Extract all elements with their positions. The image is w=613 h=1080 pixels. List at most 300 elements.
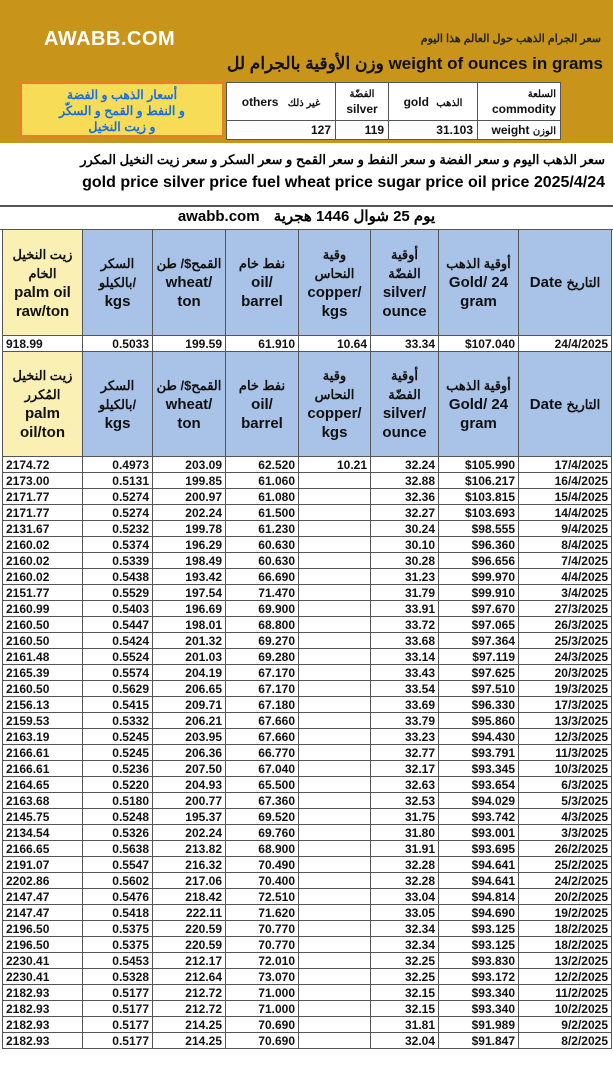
- hijri-date: يوم 25 شوال 1446 هجرية: [273, 208, 436, 225]
- cell-copper: [299, 633, 371, 649]
- table-row: [3, 889, 612, 905]
- cell-date: 8/2/2025: [519, 1033, 612, 1049]
- table-row: [3, 601, 612, 617]
- cell-wheat: 207.50: [153, 761, 226, 777]
- cell-wheat: 196.29: [153, 537, 226, 553]
- cell-wheat: 218.42: [153, 889, 226, 905]
- cell-palm-oil: 2131.67: [3, 521, 83, 537]
- cell-silver: 32.34: [371, 921, 439, 937]
- cell-date: 20/3/2025: [519, 665, 612, 681]
- column-header-arabic: أوقية الذهب: [446, 256, 511, 271]
- cell-gold: $96.330: [439, 697, 519, 713]
- cell-wheat: 201.03: [153, 649, 226, 665]
- column-header-english: palm oil/ton: [20, 405, 65, 441]
- cell-date: 11/2/2025: [519, 985, 612, 1001]
- cell-silver: 33.72: [371, 617, 439, 633]
- cell-wheat: 199.78: [153, 521, 226, 537]
- cell-palm-oil: 2166.65: [3, 841, 83, 857]
- cell-gold: $105.990: [439, 457, 519, 473]
- cell-oil: 72.510: [226, 889, 299, 905]
- cell-wheat: 201.32: [153, 633, 226, 649]
- cell-silver: 32.25: [371, 953, 439, 969]
- weights-table: [226, 82, 561, 140]
- table-row: [3, 729, 612, 745]
- cell-wheat: 200.97: [153, 489, 226, 505]
- cell-sugar: 0.5438: [83, 569, 153, 585]
- cell-wheat: 206.21: [153, 713, 226, 729]
- cell-wheat: 204.19: [153, 665, 226, 681]
- cell-sugar: 0.5547: [83, 857, 153, 873]
- cell-copper: [299, 857, 371, 873]
- table-row: [3, 473, 612, 489]
- cell-sugar: 0.5332: [83, 713, 153, 729]
- badge-line: و النفط و القمح و السكّر: [59, 104, 185, 118]
- cell-gold: $94.690: [439, 905, 519, 921]
- cell-silver: 31.23: [371, 569, 439, 585]
- cell-copper: [299, 969, 371, 985]
- cell-gold: $96.656: [439, 553, 519, 569]
- cell-gold: $103.693: [439, 505, 519, 521]
- cell-date: 9/4/2025: [519, 521, 612, 537]
- column-header-copper: [299, 352, 371, 457]
- cell-copper: [299, 1001, 371, 1017]
- cell-wheat: 214.25: [153, 1017, 226, 1033]
- cell-copper: [299, 937, 371, 953]
- table-row: [3, 1001, 612, 1017]
- cell-gold: $94.430: [439, 729, 519, 745]
- cell-palm-oil: 2182.93: [3, 985, 83, 1001]
- cell-sugar: 0.5274: [83, 489, 153, 505]
- cell-oil: 70.770: [226, 937, 299, 953]
- column-header-arabic: أوقية الذهب: [446, 377, 511, 393]
- cell-date: 13/2/2025: [519, 953, 612, 969]
- cell-palm-oil: 2163.19: [3, 729, 83, 745]
- cell-wheat: 212.17: [153, 953, 226, 969]
- cell-oil: 70.690: [226, 1033, 299, 1049]
- table-row: [3, 665, 612, 681]
- cell-silver: 32.77: [371, 745, 439, 761]
- cell-palm-oil: 2230.41: [3, 953, 83, 969]
- cell-silver: 33.79: [371, 713, 439, 729]
- cell-gold: $94.029: [439, 793, 519, 809]
- cell-wheat: 216.32: [153, 857, 226, 873]
- cell-palm-oil: 2134.54: [3, 825, 83, 841]
- table-row: [3, 969, 612, 985]
- cell-oil: 68.900: [226, 841, 299, 857]
- cell-silver: 31.91: [371, 841, 439, 857]
- cell-palm-oil: 2230.41: [3, 969, 83, 985]
- cell-palm-oil: 2182.93: [3, 1033, 83, 1049]
- table-header-row: [3, 230, 612, 336]
- table-row: [3, 761, 612, 777]
- column-header-arabic: التاريخ: [566, 396, 601, 412]
- cell-copper: [299, 521, 371, 537]
- cell-gold: $93.125: [439, 921, 519, 937]
- cell-sugar: 0.5220: [83, 777, 153, 793]
- cell-date: 9/2/2025: [519, 1017, 612, 1033]
- cell-copper: [299, 761, 371, 777]
- cell-silver: 33.68: [371, 633, 439, 649]
- cell-oil: 67.660: [226, 713, 299, 729]
- cell-wheat: 195.37: [153, 809, 226, 825]
- cell-wheat: 200.77: [153, 793, 226, 809]
- cell-silver: 31.75: [371, 809, 439, 825]
- prices-badge: [20, 82, 224, 137]
- table-row: [3, 745, 612, 761]
- cell-gold: $96.360: [439, 537, 519, 553]
- cell-copper: [299, 489, 371, 505]
- cell-oil: 71.000: [226, 985, 299, 1001]
- column-header-english: Date: [529, 395, 563, 413]
- column-header-english: silver/ ounce: [382, 283, 427, 320]
- cell-sugar: 0.5236: [83, 761, 153, 777]
- cell-gold: $93.001: [439, 825, 519, 841]
- cell-wheat: 209.71: [153, 697, 226, 713]
- cell-palm-oil: 2160.50: [3, 617, 83, 633]
- cell-copper: [299, 729, 371, 745]
- weights-head-commodity: السلعة commodity: [478, 83, 561, 121]
- cell-date: 3/4/2025: [519, 585, 612, 601]
- cell-copper: [299, 649, 371, 665]
- cell-gold: $106.217: [439, 473, 519, 489]
- cell-wheat: 202.24: [153, 825, 226, 841]
- cell-palm-oil: 2174.72: [3, 457, 83, 473]
- cell-date: 25/2/2025: [519, 857, 612, 873]
- cell-oil: 69.760: [226, 825, 299, 841]
- cell-sugar: 0.5638: [83, 841, 153, 857]
- cell-palm-oil: 2166.61: [3, 761, 83, 777]
- cell-gold: $98.555: [439, 521, 519, 537]
- cell-date: 19/2/2025: [519, 905, 612, 921]
- cell-copper: [299, 777, 371, 793]
- cell-palm-oil: 2182.93: [3, 1001, 83, 1017]
- cell-copper: [299, 553, 371, 569]
- cell-sugar: 0.5374: [83, 537, 153, 553]
- cell-palm-oil: 2160.99: [3, 601, 83, 617]
- hijri-date-line: [0, 205, 613, 230]
- cell-gold: $94.641: [439, 873, 519, 889]
- table-row: [3, 713, 612, 729]
- cell-date: 7/4/2025: [519, 553, 612, 569]
- cell-oil: 61.080: [226, 489, 299, 505]
- cell-date: 26/2/2025: [519, 841, 612, 857]
- cell-date: 15/4/2025: [519, 489, 612, 505]
- cell-silver: 32.25: [371, 969, 439, 985]
- cell-oil: 65.500: [226, 777, 299, 793]
- cell-date: 17/3/2025: [519, 697, 612, 713]
- cell-oil: 72.010: [226, 953, 299, 969]
- cell-sugar: 0.5529: [83, 585, 153, 601]
- weights-row-label: weight الوزن: [478, 121, 561, 140]
- cell-copper: [299, 841, 371, 857]
- cell-palm-oil: 2173.00: [3, 473, 83, 489]
- cell-silver: 31.81: [371, 1017, 439, 1033]
- cell-wheat: 202.24: [153, 505, 226, 521]
- cell-oil: 66.770: [226, 745, 299, 761]
- column-header-english: kgs: [104, 414, 131, 432]
- weights-head-gold: gold الذهب: [389, 83, 478, 121]
- column-header-gold: [439, 352, 519, 457]
- column-header-date: [519, 352, 612, 457]
- cell-wheat: 220.59: [153, 937, 226, 953]
- cell-copper: [299, 1033, 371, 1049]
- cell-copper: [299, 713, 371, 729]
- cell-oil: 66.690: [226, 569, 299, 585]
- table-row: [3, 857, 612, 873]
- cell-silver: 32.04: [371, 1033, 439, 1049]
- column-header-copper: [299, 230, 371, 336]
- table-row: [3, 569, 612, 585]
- cell-wheat: 198.49: [153, 553, 226, 569]
- cell-gold: $93.345: [439, 761, 519, 777]
- column-header-silver: [371, 230, 439, 336]
- cell-sugar: 0.5418: [83, 905, 153, 921]
- cell-date: 24/4/2025: [519, 336, 612, 352]
- cell-wheat: 196.69: [153, 601, 226, 617]
- column-header-oil: [226, 230, 299, 336]
- cell-gold: $93.830: [439, 953, 519, 969]
- table-row: [3, 873, 612, 889]
- cell-wheat: 193.42: [153, 569, 226, 585]
- cell-oil: 71.470: [226, 585, 299, 601]
- cell-copper: [299, 889, 371, 905]
- cell-silver: 32.88: [371, 473, 439, 489]
- table-row: [3, 633, 612, 649]
- cell-gold: $95.860: [439, 713, 519, 729]
- cell-sugar: 0.5328: [83, 969, 153, 985]
- column-header-silver: [371, 352, 439, 457]
- cell-copper: [299, 873, 371, 889]
- cell-sugar: 0.5339: [83, 553, 153, 569]
- cell-oil: 67.040: [226, 761, 299, 777]
- table-row: [3, 937, 612, 953]
- cell-wheat: 206.36: [153, 745, 226, 761]
- column-header-palm-oil: [3, 352, 83, 457]
- column-header-english: copper/ kgs: [307, 283, 362, 320]
- table-row: [3, 1017, 612, 1033]
- cell-palm-oil: 2196.50: [3, 921, 83, 937]
- cell-gold: $94.814: [439, 889, 519, 905]
- cell-sugar: 0.5177: [83, 1017, 153, 1033]
- cell-silver: 32.63: [371, 777, 439, 793]
- cell-oil: 68.800: [226, 617, 299, 633]
- cell-oil: 67.170: [226, 681, 299, 697]
- cell-wheat: 222.11: [153, 905, 226, 921]
- cell-oil: 71.000: [226, 1001, 299, 1017]
- cell-palm-oil: 2160.02: [3, 553, 83, 569]
- column-header-english: Gold/ 24 gram: [448, 395, 509, 432]
- cell-sugar: 0.5375: [83, 921, 153, 937]
- cell-sugar: 0.5177: [83, 1001, 153, 1017]
- cell-sugar: 0.5245: [83, 745, 153, 761]
- cell-palm-oil: 2147.47: [3, 905, 83, 921]
- cell-silver: 33.43: [371, 665, 439, 681]
- cell-gold: $94.641: [439, 857, 519, 873]
- cell-palm-oil: 2196.50: [3, 937, 83, 953]
- badge-line: أسعار الذهب و الفضة: [66, 88, 178, 102]
- cell-wheat: 206.65: [153, 681, 226, 697]
- cell-date: 5/3/2025: [519, 793, 612, 809]
- column-header-arabic: زيت النخيل الخام: [12, 246, 73, 281]
- cell-oil: 69.280: [226, 649, 299, 665]
- cell-oil: 61.910: [226, 336, 299, 352]
- cell-date: 10/2/2025: [519, 1001, 612, 1017]
- cell-sugar: 0.5232: [83, 521, 153, 537]
- weights-header-row: [227, 83, 561, 121]
- prices-table: [2, 229, 612, 1049]
- cell-silver: 32.17: [371, 761, 439, 777]
- badge-line: و زيت النخيل: [88, 120, 156, 134]
- table-row: [3, 681, 612, 697]
- cell-gold: $93.172: [439, 969, 519, 985]
- column-header-arabic: نفط خام: [238, 377, 286, 393]
- cell-gold: $97.510: [439, 681, 519, 697]
- column-header-arabic: التاريخ: [566, 275, 601, 290]
- cell-sugar: 0.5375: [83, 937, 153, 953]
- cell-wheat: 220.59: [153, 921, 226, 937]
- cell-copper: [299, 697, 371, 713]
- cell-silver: 32.53: [371, 793, 439, 809]
- weights-head-others: others غير ذلك: [227, 83, 336, 121]
- cell-date: 3/3/2025: [519, 825, 612, 841]
- weights-value-gold: 31.103: [389, 121, 478, 140]
- cell-copper: [299, 985, 371, 1001]
- column-header-arabic: القمح$/ طن: [156, 377, 222, 393]
- cell-gold: $99.910: [439, 585, 519, 601]
- cell-sugar: 0.5177: [83, 1033, 153, 1049]
- cell-palm-oil: 2151.77: [3, 585, 83, 601]
- cell-gold: $93.340: [439, 1001, 519, 1017]
- cell-oil: 67.360: [226, 793, 299, 809]
- cell-sugar: 0.5453: [83, 953, 153, 969]
- table-row: [3, 793, 612, 809]
- site-logo-text[interactable]: AWABB.COM: [44, 28, 176, 50]
- cell-sugar: 0.5415: [83, 697, 153, 713]
- cell-oil: 70.490: [226, 857, 299, 873]
- cell-wheat: 213.82: [153, 841, 226, 857]
- cell-wheat: 197.54: [153, 585, 226, 601]
- cell-wheat: 198.01: [153, 617, 226, 633]
- cell-oil: 69.900: [226, 601, 299, 617]
- cell-copper: [299, 601, 371, 617]
- column-header-english: Date: [529, 274, 563, 291]
- table-row: [3, 505, 612, 521]
- cell-silver: 32.28: [371, 857, 439, 873]
- cell-silver: 33.14: [371, 649, 439, 665]
- cell-palm-oil: 2159.53: [3, 713, 83, 729]
- cell-gold: $93.340: [439, 985, 519, 1001]
- cell-sugar: 0.5574: [83, 665, 153, 681]
- table-row: [3, 825, 612, 841]
- cell-palm-oil: 2160.50: [3, 633, 83, 649]
- cell-silver: 31.79: [371, 585, 439, 601]
- cell-sugar: 0.5602: [83, 873, 153, 889]
- cell-oil: 60.630: [226, 553, 299, 569]
- cell-copper: [299, 1017, 371, 1033]
- cell-gold: $93.695: [439, 841, 519, 857]
- cell-gold: $99.970: [439, 569, 519, 585]
- cell-sugar: 0.4973: [83, 457, 153, 473]
- cell-gold: $91.989: [439, 1017, 519, 1033]
- cell-oil: 61.230: [226, 521, 299, 537]
- cell-palm-oil: 2182.93: [3, 1017, 83, 1033]
- cell-date: 27/3/2025: [519, 601, 612, 617]
- page-title-english: gold price silver price fuel wheat price sugar price oil price 2025/4/24: [82, 174, 605, 191]
- cell-palm-oil: 2163.68: [3, 793, 83, 809]
- table-row: [3, 953, 612, 969]
- cell-wheat: 212.64: [153, 969, 226, 985]
- cell-silver: 30.10: [371, 537, 439, 553]
- cell-date: 24/3/2025: [519, 649, 612, 665]
- table-row: [3, 905, 612, 921]
- column-header-arabic: القمح$/ طن: [156, 256, 222, 271]
- cell-date: 20/2/2025: [519, 889, 612, 905]
- cell-palm-oil: 2147.47: [3, 889, 83, 905]
- table-row: [3, 537, 612, 553]
- cell-wheat: 203.09: [153, 457, 226, 473]
- cell-wheat: 212.72: [153, 985, 226, 1001]
- hijri-site: awabb.com: [177, 208, 260, 225]
- column-header-arabic: زيت النخيل المُكرر: [12, 368, 73, 402]
- cell-silver: 32.36: [371, 489, 439, 505]
- column-header-sugar: [83, 352, 153, 457]
- cell-silver: 33.34: [371, 336, 439, 352]
- cell-palm-oil: 2165.39: [3, 665, 83, 681]
- cell-copper: [299, 921, 371, 937]
- cell-wheat: 217.06: [153, 873, 226, 889]
- column-header-date: [519, 230, 612, 336]
- cell-oil: 70.400: [226, 873, 299, 889]
- column-header-english: oil/ barrel: [241, 274, 283, 310]
- cell-gold: $97.670: [439, 601, 519, 617]
- cell-silver: 32.24: [371, 457, 439, 473]
- weights-value-row: [227, 121, 561, 140]
- weights-value-others: 127: [227, 121, 336, 140]
- cell-date: 10/3/2025: [519, 761, 612, 777]
- cell-silver: 33.69: [371, 697, 439, 713]
- cell-date: 11/3/2025: [519, 745, 612, 761]
- cell-gold: $97.065: [439, 617, 519, 633]
- cell-gold: $97.625: [439, 665, 519, 681]
- table-row: [3, 921, 612, 937]
- cell-date: 12/3/2025: [519, 729, 612, 745]
- cell-date: 8/4/2025: [519, 537, 612, 553]
- cell-oil: 70.770: [226, 921, 299, 937]
- table-row: [3, 336, 612, 352]
- table-row: [3, 617, 612, 633]
- cell-silver: 32.34: [371, 937, 439, 953]
- cell-copper: [299, 953, 371, 969]
- cell-oil: 73.070: [226, 969, 299, 985]
- cell-copper: [299, 793, 371, 809]
- cell-oil: 60.630: [226, 537, 299, 553]
- column-header-english: wheat/ ton: [165, 395, 213, 432]
- cell-gold: $93.125: [439, 937, 519, 953]
- cell-sugar: 0.5177: [83, 985, 153, 1001]
- column-header-english: kgs: [104, 293, 131, 310]
- cell-sugar: 0.5476: [83, 889, 153, 905]
- cell-copper: [299, 617, 371, 633]
- cell-date: 18/2/2025: [519, 921, 612, 937]
- cell-gold: $93.791: [439, 745, 519, 761]
- column-header-arabic: السكر بالكيلو/: [98, 256, 137, 290]
- cell-palm-oil: 2160.02: [3, 569, 83, 585]
- cell-copper: [299, 569, 371, 585]
- cell-palm-oil: 2171.77: [3, 489, 83, 505]
- cell-sugar: 0.5245: [83, 729, 153, 745]
- column-header-palm-oil: [3, 230, 83, 336]
- cell-sugar: 0.5447: [83, 617, 153, 633]
